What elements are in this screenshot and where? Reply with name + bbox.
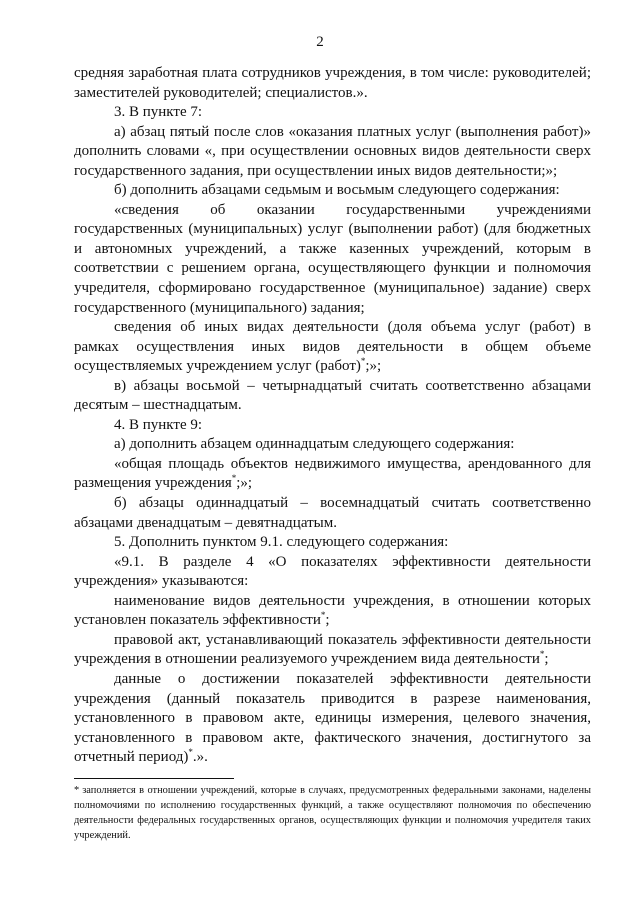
paragraph	[74, 318, 591, 377]
page-number: 2	[316, 34, 324, 50]
paragraph: б) абзацы одиннадцатый – восемнадцатый считать соответственно абзацами двенадцатым – девятнадцатым.	[74, 495, 591, 531]
footnote-ref: *	[539, 649, 545, 660]
paragraph: а) абзац пятый после слов «оказания платных услуг (выполнения работ)» дополнить словами «, при осуществлении основных видов деятельности сверх государственного задания, при осуществлении иных видов деятельности;»;	[74, 123, 591, 179]
footnote-separator	[74, 778, 234, 779]
paragraph-tail: ;	[544, 651, 549, 668]
footnote-ref: *	[360, 356, 366, 367]
paragraph-text: сведения об иных видах деятельности (доля объема услуг (работ) в рамках осуществления иных видов деятельности в общем объеме осуществляемых учреждением услуг (работ)	[74, 319, 591, 375]
paragraph-tail: .».	[192, 749, 208, 766]
paragraph-text: данные о достижении показателей эффективности деятельности учреждения (данный показатель приводится в разрезе наименования, установленного в правовом акте, единицы измерения, целевого значения, установленного в правовом акте, фактического значения, достигнутого за отчетный период)	[74, 670, 591, 766]
footnote-text: заполняется в отношении учреждений, которые в случаях, предусмотренных федеральными законами, наделены полномочиями по исполнению государственных функций, а также осуществляют полномочия по обеспечению деятельности федеральных государственных органов, осуществляющих функции и полномочия учредителя таких учреждений.	[74, 785, 591, 841]
document-body	[74, 64, 591, 768]
paragraph: а) дополнить абзацем одиннадцатым следующего содержания:	[114, 436, 515, 453]
paragraph-text: правовой акт, устанавливающий показатель эффективности деятельности учреждения в отношении реализуемого учреждением вида деятельности	[74, 631, 591, 668]
paragraph: 3. В пункте 7:	[114, 104, 203, 121]
paragraph-text: «общая площадь объектов недвижимого имущества, арендованного для размещения учреждения	[74, 455, 591, 492]
footnote-ref: *	[231, 473, 237, 484]
paragraph-tail: ;	[325, 612, 330, 629]
paragraph	[74, 631, 591, 670]
footnote-ref: *	[188, 747, 193, 758]
paragraph: средняя заработная плата сотрудников учреждения, в том числе: руководителей; заместителей руководителей; специалистов.».	[74, 65, 591, 101]
paragraph: в) абзацы восьмой – четырнадцатый считать соответственно абзацами десятым – шестнадцатым.	[74, 377, 591, 414]
paragraph	[74, 592, 591, 631]
footnote-ref: *	[320, 610, 326, 621]
paragraph: 4. В пункте 9:	[114, 416, 203, 433]
footnote	[74, 783, 591, 843]
paragraph-tail: ;»;	[236, 475, 253, 492]
paragraph	[74, 670, 591, 768]
paragraph: 5. Дополнить пунктом 9.1. следующего содержания:	[114, 534, 449, 551]
paragraph: «9.1. В разделе 4 «О показателях эффективности деятельности учреждения» указываются:	[74, 553, 591, 590]
footnote-mark: *	[74, 785, 80, 796]
paragraph-tail: ;»;	[365, 358, 382, 375]
paragraph: «сведения об оказании государственными учреждениями государственных (муниципальных) услуг (выполнении работ) (для бюджетных и автономных учреждений, а также казенных учреждений, которым в соответствии с решением органа, осуществляющего функции и полномочия учредителя, сформировано государственное (муниципальное) задание) сверх государственного (муниципального) задания;	[74, 201, 591, 316]
paragraph	[74, 455, 591, 494]
paragraph: б) дополнить абзацами седьмым и восьмым следующего содержания:	[114, 182, 560, 199]
paragraph-text: наименование видов деятельности учреждения, в отношении которых установлен показатель эффективности	[74, 592, 591, 629]
